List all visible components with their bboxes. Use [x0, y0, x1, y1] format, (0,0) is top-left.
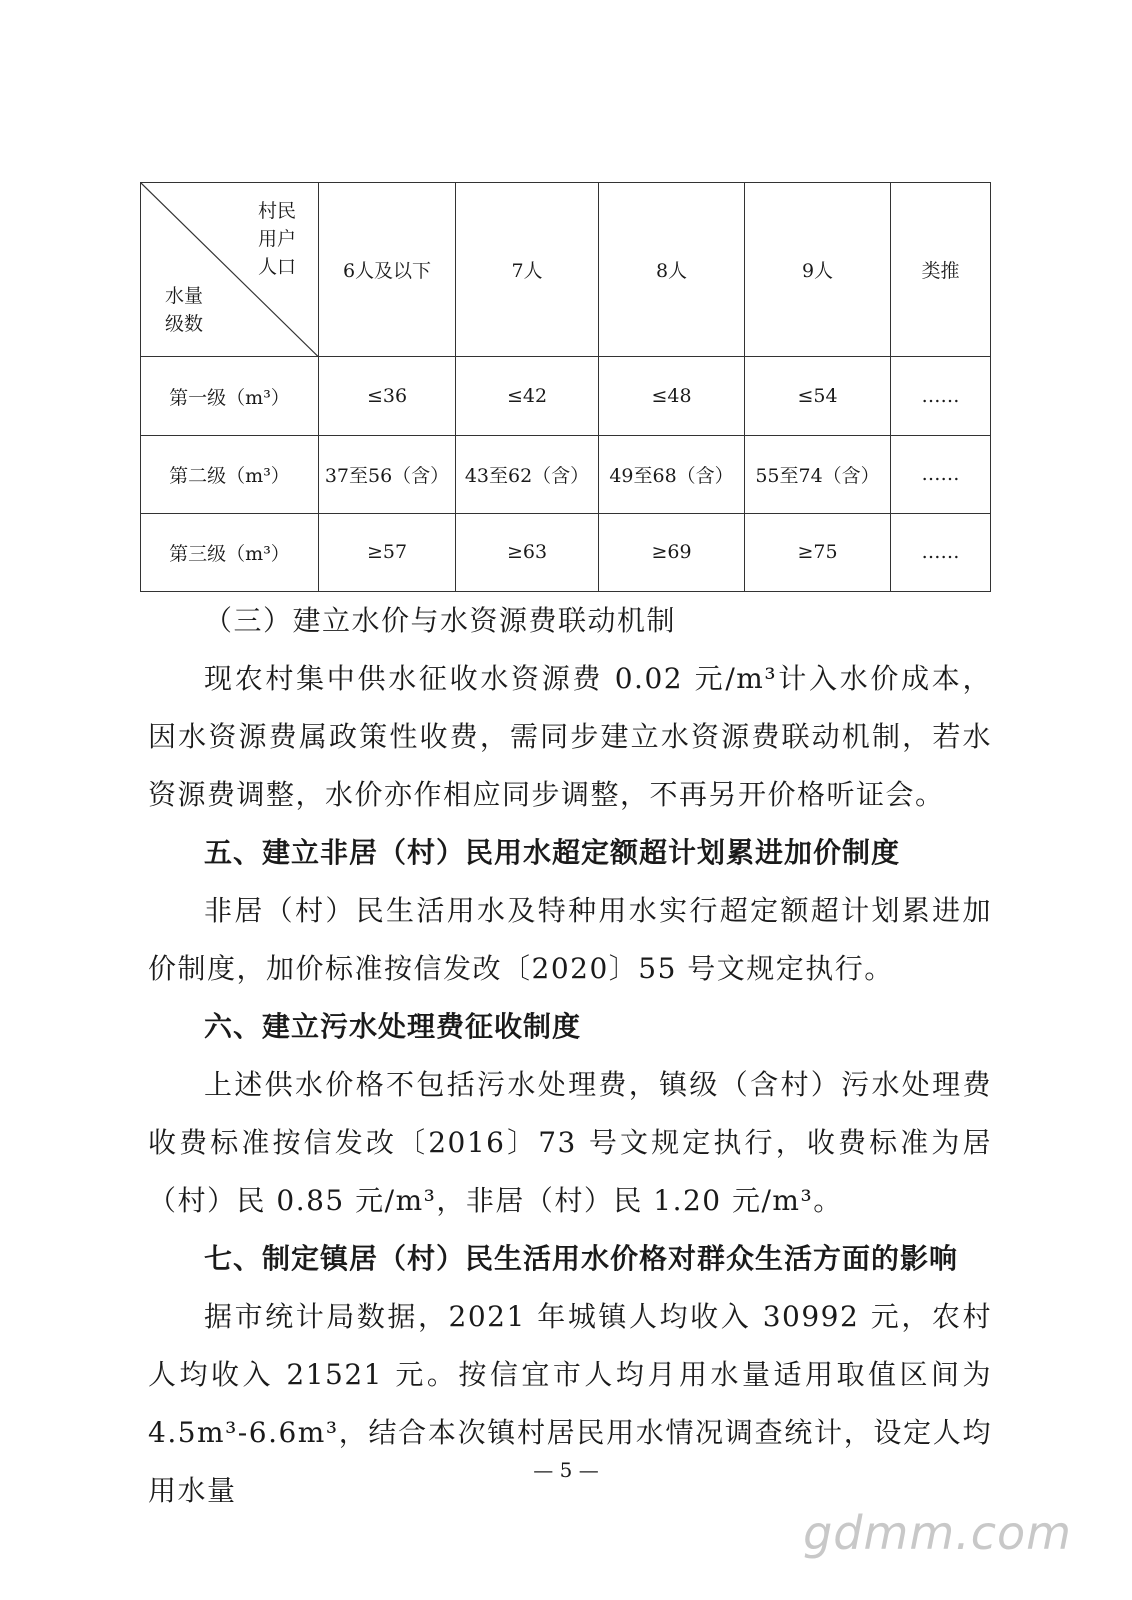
section-heading: 五、建立非居（村）民用水超定额超计划累进加价制度	[204, 836, 901, 869]
corner-top-line: 人口	[257, 256, 296, 278]
table-cell: ≤42	[456, 357, 599, 435]
row-label: 第三级（m³）	[141, 513, 319, 591]
table-row	[141, 357, 991, 435]
table-cell: ……	[891, 513, 991, 591]
paragraph: 上述供水价格不包括污水处理费，镇级（含村）污水处理费收费标准按信发改〔2016〕73 号文规定执行，收费标准为居（村）民 0.85 元/m³，非居（村）民 1.20 元/m³。	[148, 1068, 992, 1217]
table-cell: 49至68（含）	[599, 435, 745, 513]
row-label: 第一级（m³）	[141, 357, 319, 435]
diagonal-header-cell	[141, 183, 319, 357]
table-cell: ≤48	[599, 357, 745, 435]
column-header: 类推	[891, 183, 991, 357]
document-body	[148, 592, 992, 1520]
column-header: 6人及以下	[319, 183, 456, 357]
column-header: 9人	[745, 183, 891, 357]
corner-bottom-line: 水量	[165, 285, 204, 308]
table-cell: ≤54	[745, 357, 891, 435]
table-cell: ≥75	[745, 513, 891, 591]
corner-top-label	[252, 197, 296, 281]
table-cell: ≥69	[599, 513, 745, 591]
row-label: 第二级（m³）	[141, 435, 319, 513]
table-cell: ……	[891, 357, 991, 435]
table-cell: ≥57	[319, 513, 456, 591]
section-heading: 七、制定镇居（村）民生活用水价格对群众生活方面的影响	[204, 1242, 959, 1275]
corner-top-line: 村民	[257, 200, 296, 222]
column-header: 8人	[599, 183, 745, 357]
watermark-text: gdmm.com	[803, 1506, 1072, 1560]
table-cell: 43至62（含）	[456, 435, 599, 513]
section-heading: 六、建立污水处理费征收制度	[204, 1010, 582, 1043]
table-cell: 37至56（含）	[319, 435, 456, 513]
paragraph: 据市统计局数据，2021 年城镇人均收入 30992 元，农村人均收入 21521 元。按信宜市人均月用水量适用取值区间为 4.5m³-6.6m³，结合本次镇村居民用水情况调查统计，设定人均用水量	[148, 1300, 992, 1507]
corner-bottom-line: 级数	[165, 313, 204, 336]
table-cell: 55至74（含）	[745, 435, 891, 513]
subsection-heading: （三）建立水价与水资源费联动机制	[204, 604, 677, 637]
corner-bottom-label	[165, 282, 209, 338]
tier-table	[140, 182, 991, 592]
column-header: 7人	[456, 183, 599, 357]
table-cell: ≤36	[319, 357, 456, 435]
table-row	[141, 513, 991, 591]
table-cell: ≥63	[456, 513, 599, 591]
corner-top-line: 用户	[257, 228, 296, 250]
table-cell: ……	[891, 435, 991, 513]
page-number: — 5 —	[533, 1458, 599, 1482]
water-tier-table	[140, 182, 990, 592]
paragraph: 非居（村）民生活用水及特种用水实行超定额超计划累进加价制度，加价标准按信发改〔2020〕55 号文规定执行。	[148, 894, 992, 985]
paragraph: 现农村集中供水征收水资源费 0.02 元/m³计入水价成本，因水资源费属政策性收费，需同步建立水资源费联动机制，若水资源费调整，水价亦作相应同步调整，不再另开价格听证会。	[148, 662, 992, 811]
table-row	[141, 435, 991, 513]
table-header-row	[141, 183, 991, 357]
